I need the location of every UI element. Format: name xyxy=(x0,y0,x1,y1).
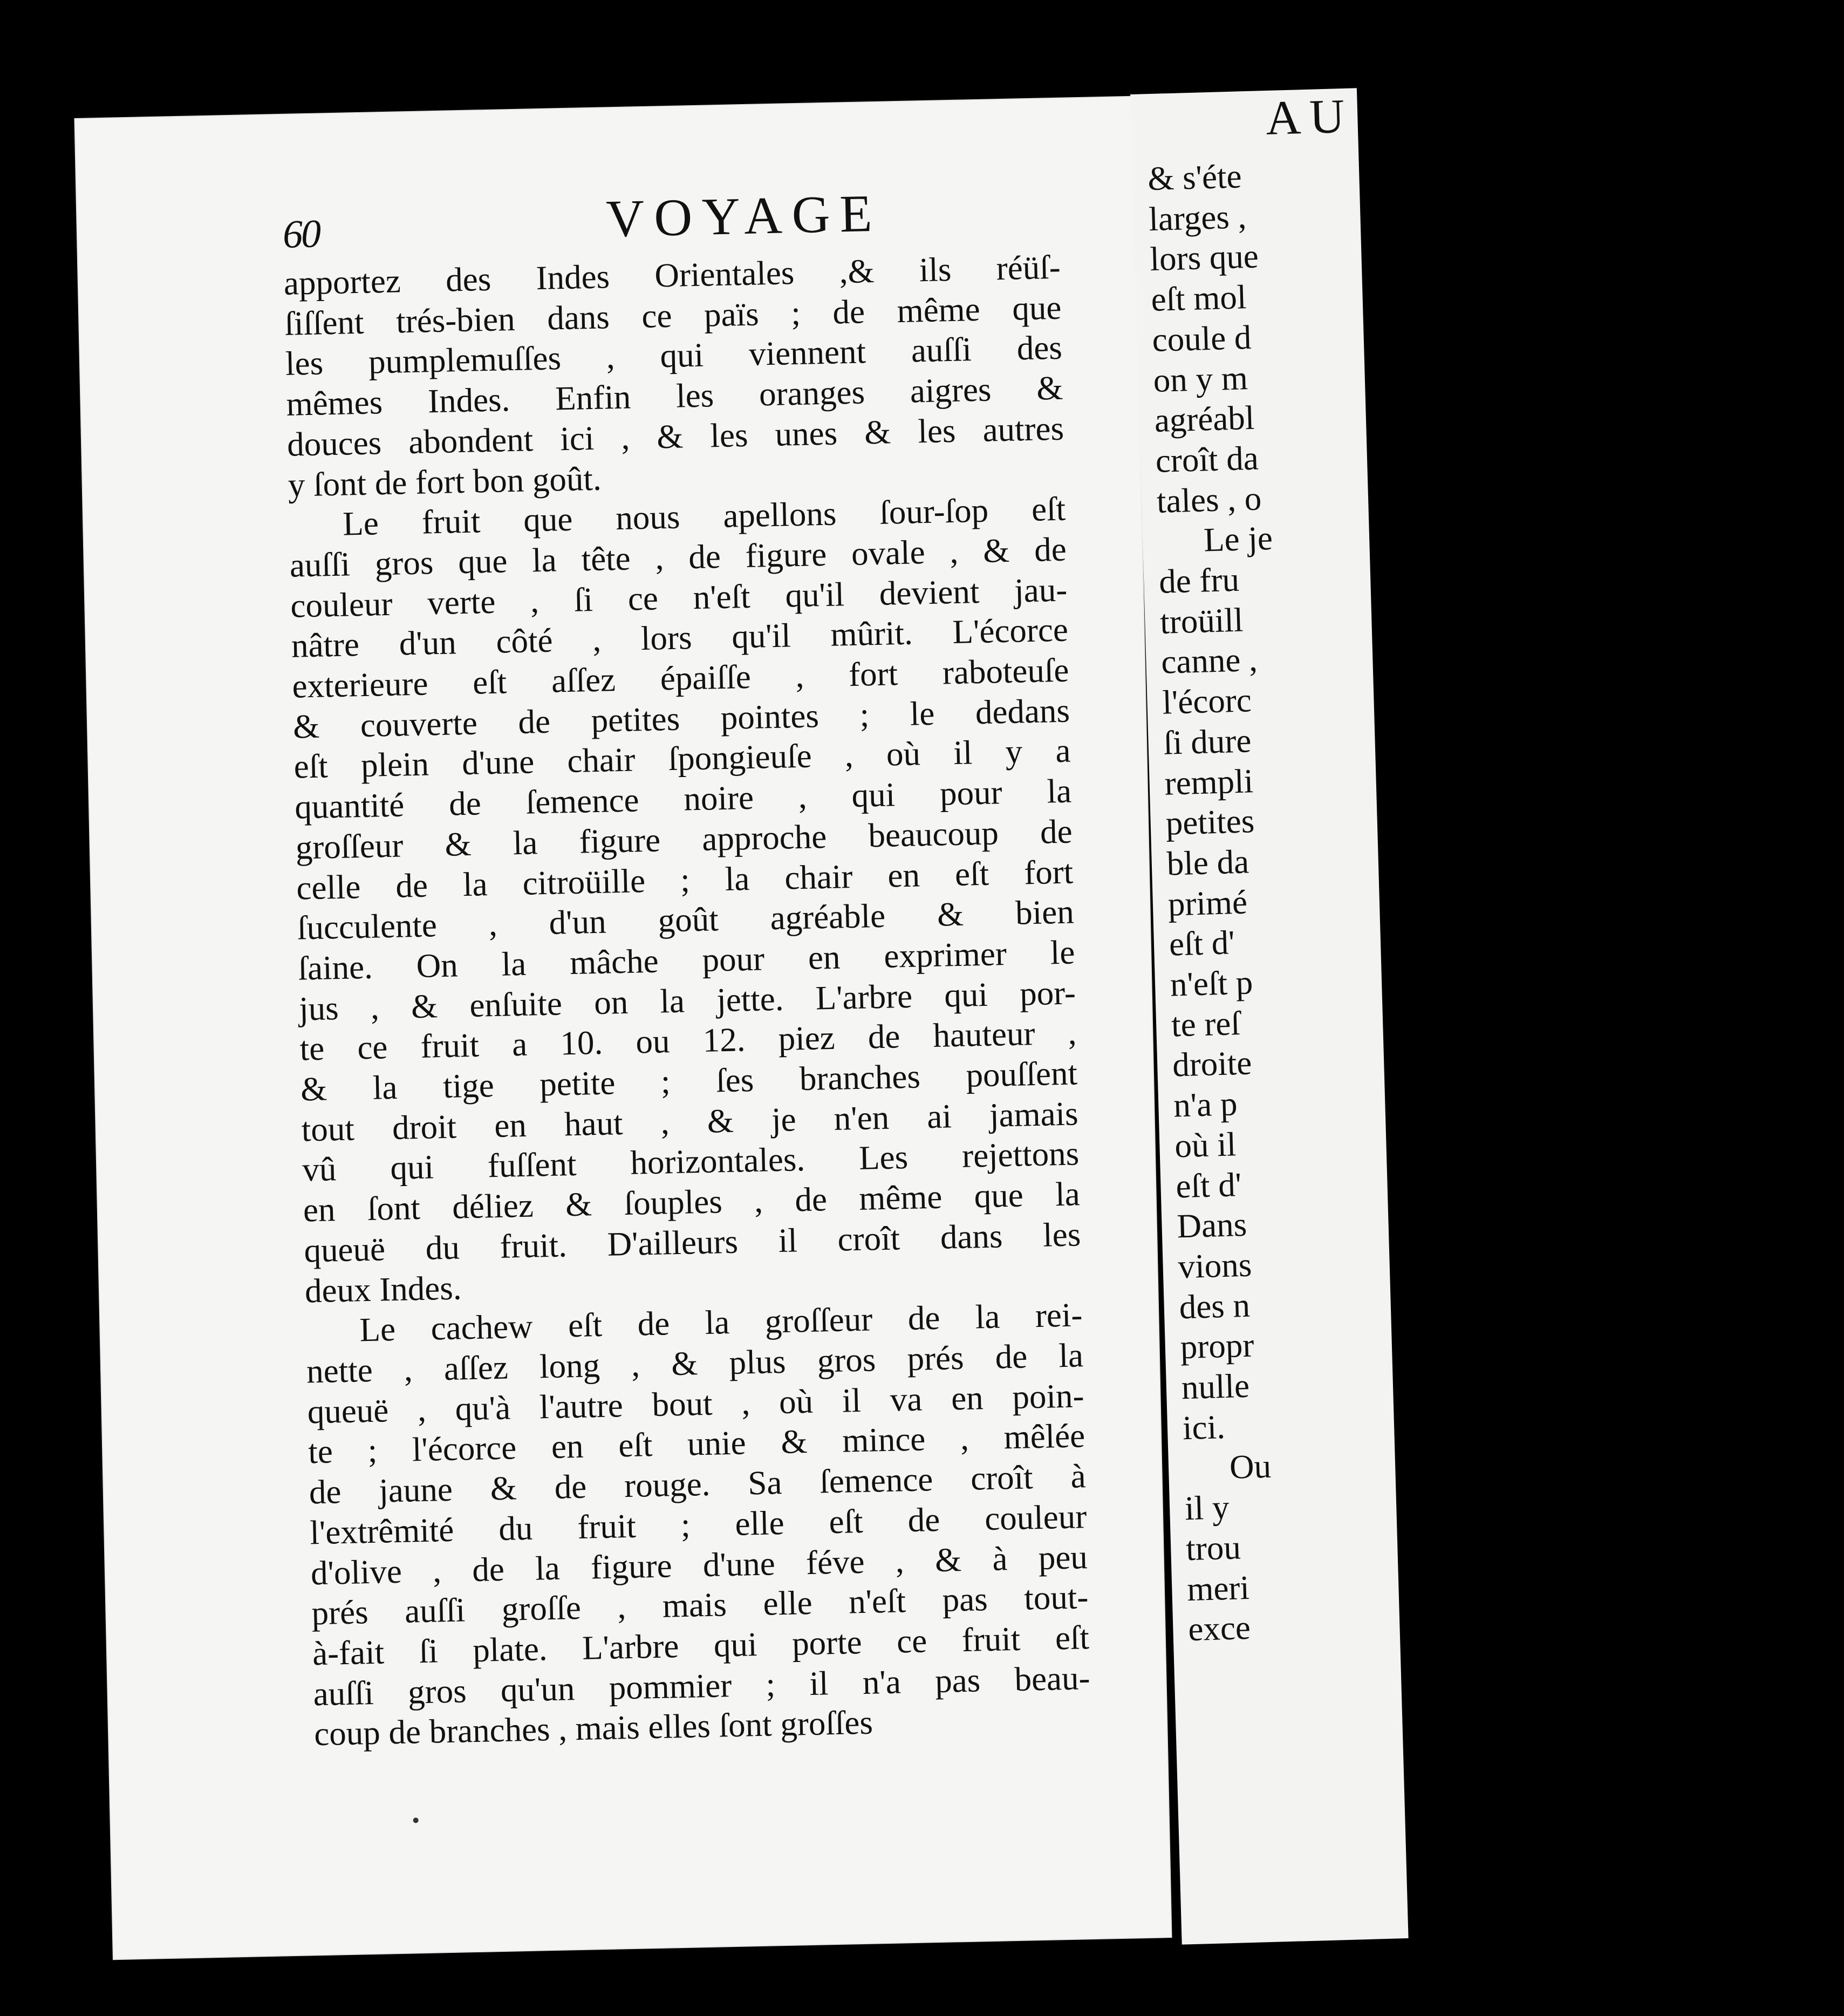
text-line: l'extrêmité du fruit ; elle eſt de couleur xyxy=(309,1497,1087,1552)
text-line: ſucculente , d'un goût agréable & bien xyxy=(297,893,1075,947)
text-line: eſt mol xyxy=(1150,278,1247,319)
text-line: de fru xyxy=(1158,560,1240,601)
right-body-text xyxy=(1147,141,1836,1650)
text-line: les pumplemuſſes , qui viennent auſſi des xyxy=(285,329,1063,383)
text-line: tales , o xyxy=(1156,479,1262,520)
text-line: des n xyxy=(1178,1286,1251,1326)
text-line: Ou xyxy=(1229,1447,1272,1486)
text-line: trou xyxy=(1185,1528,1241,1568)
text-line: te ce fruit a 10. ou 12. piez de hauteur , xyxy=(299,1013,1077,1068)
text-line: Dans xyxy=(1176,1205,1248,1245)
text-line: deux Indes. xyxy=(304,1268,462,1310)
text-line: à-fait ſi plate. L'arbre qui porte ce fruit eſt xyxy=(312,1618,1090,1673)
text-line: prés auſſi groſſe , mais elle n'eſt pas tout- xyxy=(311,1578,1089,1632)
text-line: jus , & enſuite on la jette. L'arbre qui por- xyxy=(298,973,1076,1028)
text-line: propr xyxy=(1179,1326,1255,1366)
page-number: 60 xyxy=(282,212,320,257)
text-line: eſt plein d'une chair ſpongieuſe , où il y a xyxy=(293,731,1071,786)
text-line: Le fruit que nous apellons ſour-ſop eſt xyxy=(342,489,1066,543)
text-line: couleur verte , ſi ce n'eſt qu'il devient jau- xyxy=(290,570,1068,625)
text-line: auſſi gros que la tête , de figure ovale , & de xyxy=(289,530,1067,584)
text-line: droite xyxy=(1172,1044,1253,1084)
text-line: meri xyxy=(1186,1568,1250,1608)
text-line: ſiſſent trés-bien dans ce païs ; de même que xyxy=(284,288,1062,343)
text-line: où il xyxy=(1174,1125,1237,1165)
text-line: d'olive , de la figure d'une féve , & à peu xyxy=(310,1537,1088,1592)
text-line: ble da xyxy=(1166,842,1249,883)
text-line: Le cachew eſt de la groſſeur de la rei- xyxy=(359,1296,1083,1349)
text-line: n'eſt p xyxy=(1170,963,1254,1004)
text-line: ſi dure xyxy=(1163,721,1252,762)
left-page xyxy=(76,97,1171,1959)
ink-speck xyxy=(413,1817,419,1823)
text-line: n'a p xyxy=(1173,1085,1238,1125)
text-line: tout droit en haut , & je n'en ai jamais xyxy=(301,1094,1079,1149)
text-line: exterieure eſt aſſez épaiſſe , fort raboteuſe xyxy=(291,651,1070,705)
text-line: queuë , qu'à l'autre bout , où il va en poin- xyxy=(307,1376,1085,1431)
text-line: groſſeur & la figure approche beaucoup de xyxy=(295,812,1073,867)
paragraph xyxy=(283,247,1065,505)
text-line: exce xyxy=(1187,1609,1251,1649)
text-line: & la tige petite ; ſes branches pouſſent xyxy=(300,1054,1078,1108)
text-line: agréabl xyxy=(1153,399,1255,440)
text-line: canne , xyxy=(1160,641,1258,682)
text-line: eſt d' xyxy=(1169,923,1235,963)
text-line: croît da xyxy=(1155,439,1259,480)
text-line: petites xyxy=(1165,802,1255,842)
text-line: nette , aſſez long , & plus gros prés de la xyxy=(306,1336,1084,1391)
running-head: VOYAGE xyxy=(605,184,883,249)
text-line: Le je xyxy=(1203,519,1273,559)
text-line: apportez des Indes Orientales ,& ils réüſ- xyxy=(283,248,1061,302)
text-line: rempli xyxy=(1164,761,1254,802)
text-line: douces abondent ici , & les unes & les autres xyxy=(286,409,1064,464)
text-line: vû qui fuſſent horizontales. Les rejettons xyxy=(302,1134,1080,1189)
page-header xyxy=(282,180,1066,261)
text-line: ici. xyxy=(1182,1407,1226,1447)
paragraph xyxy=(305,1295,1091,1755)
text-line: lors que xyxy=(1149,237,1259,278)
text-line: & couverte de petites pointes ; le dedans xyxy=(292,691,1070,746)
text-line: vions xyxy=(1177,1245,1253,1286)
text-line: te ; l'écorce en eſt unie & mince , mêlée xyxy=(308,1416,1085,1471)
text-line: ſaine. On la mâche pour en exprimer le xyxy=(297,933,1075,987)
text-line: y ſont de fort bon goût. xyxy=(288,459,602,504)
text-line: troüill xyxy=(1159,601,1244,641)
text-line: nâtre d'un côté , lors qu'il mûrit. L'écorce xyxy=(291,610,1069,665)
text-line: quantité de ſemence noire , qui pour la xyxy=(294,772,1072,826)
text-line: primé xyxy=(1167,883,1248,923)
text-line: auſſi gros qu'un pommier ; il n'a pas beau- xyxy=(312,1658,1091,1713)
text-line: & s'éte xyxy=(1147,157,1242,198)
paragraph xyxy=(289,489,1082,1311)
text-line: celle de la citroüille ; la chair en eſt fort xyxy=(296,853,1074,907)
text-line: de jaune & de rouge. Sa ſemence croît à xyxy=(309,1457,1087,1511)
text-line: on y m xyxy=(1152,358,1248,399)
text-line: coule d xyxy=(1151,318,1252,359)
text-line: nulle xyxy=(1180,1366,1250,1407)
right-page xyxy=(1130,88,1409,1944)
text-line: il y xyxy=(1184,1488,1230,1528)
text-line: coup de branches , mais elles ſont groſſes xyxy=(313,1703,873,1753)
text-line: l'écorc xyxy=(1162,681,1252,721)
text-line: eſt d' xyxy=(1175,1165,1242,1205)
text-line: queuë du fruit. D'ailleurs il croît dans les xyxy=(303,1215,1081,1270)
right-running-head: AU xyxy=(1265,89,1354,145)
text-line: mêmes Indes. Enfin les oranges aigres & xyxy=(285,369,1064,423)
text-line: en ſont déliez & ſouples , de même que la xyxy=(303,1175,1081,1229)
body-text xyxy=(283,247,1091,1755)
text-line: larges , xyxy=(1148,197,1247,238)
text-line: te reſ xyxy=(1171,1004,1241,1044)
